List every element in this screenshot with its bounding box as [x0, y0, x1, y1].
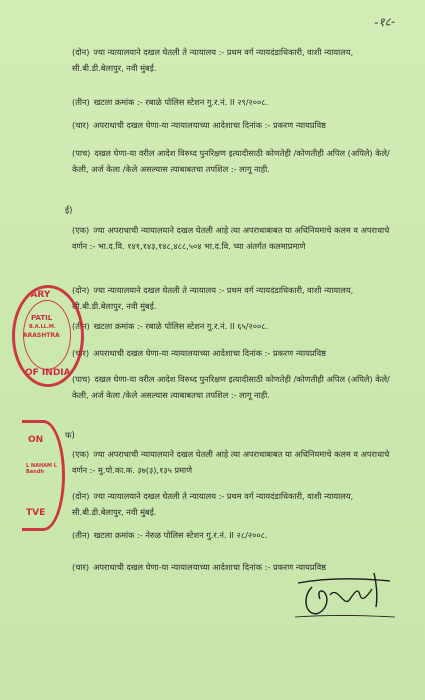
item-text: खटला क्रमांक :- रबाळे पोलिस स्टेशन गु.र.नं. II ६५/२००८.	[93, 321, 269, 331]
list-item	[72, 222, 402, 254]
item-text: ज्या न्यायालयाने दखल घेतली ते न्यायालय :- प्रथम वर्ग न्यायदंडाधिकारी, वाशी न्यायालय, सी.बी.डी.बेलापुर, नवी मुंबई.	[72, 47, 354, 73]
item-marker: (चार)	[72, 120, 90, 130]
item-text: खटला क्रमांक :- नेरुळ पोलिस स्टेशन गु.र.नं. II २८/२००८.	[93, 530, 268, 540]
list-item	[72, 117, 402, 133]
item-text: ज्या न्यायालयाने दखल घेतली ते न्यायालय :- प्रथम वर्ग न्यायदंडाधिकारी, वाशी न्यायालय, सी.बी.डी.बेलापुर, नवी मुंबई.	[72, 491, 354, 517]
item-marker: (चार)	[72, 348, 90, 358]
list-item	[72, 282, 402, 314]
item-text: दखल घेणा-या वरील आदेश विरुध्द पुनरिक्षण इत्यादीसाठी कोणतेही /कोणतीही अपिल (अपिले) केले/केली, अर्ज केला /केले असल्यास त्याबाबतचा तपशिल :- लागू नाही.	[72, 148, 390, 174]
item-marker: (दोन)	[72, 47, 90, 57]
item-marker: (तीन)	[72, 321, 90, 331]
signature	[290, 565, 400, 620]
item-text: अपराधाची दखल घेणा-या न्यायालयाच्या आदेशाचा दिनांक :- प्रकरण न्यायप्रविष्ठ	[93, 562, 326, 572]
section-label-e: ई)	[65, 205, 73, 215]
list-item	[72, 318, 402, 334]
item-marker: (तीन)	[72, 530, 90, 540]
partial-stamp	[22, 420, 65, 531]
item-text: अपराधाची दखल घेणा-या न्यायालयाच्या आदेशाचा दिनांक :- प्रकरण न्यायप्रविष्ठ	[93, 120, 326, 130]
stamp-text: ARASHTRA	[23, 332, 60, 339]
item-text: ज्या न्यायालयाने दखल घेतली ते न्यायालय :- प्रथम वर्ग न्यायदंडाधिकारी, वाशी न्यायालय, सी.बी.डी.बेलापुर, नवी मुंबई.	[72, 285, 354, 311]
item-marker: (दोन)	[72, 491, 90, 501]
list-item	[72, 527, 402, 543]
item-marker: (चार)	[72, 562, 90, 572]
list-item	[72, 371, 402, 403]
list-item	[72, 94, 402, 110]
item-marker: (एक)	[72, 449, 90, 459]
item-text: ज्या अपराधाची न्यायालयाने दखल घेतली आहे त्या अपराधाबाबत या अधिनियमाचे कलम व अपराधाचे वर्णन :- मु.पो.का.क. ३७(३),१३५ प्रमाणे	[72, 449, 390, 475]
notary-stamp	[12, 285, 84, 387]
item-text: अपराधाची दखल घेणा-या न्यायालयाच्या आदेशाचा दिनांक :- प्रकरण न्यायप्रविष्ठ	[93, 348, 326, 358]
item-marker: (दोन)	[72, 285, 90, 295]
stamp-text: TARY	[25, 290, 51, 300]
stamp-text: ON	[28, 435, 44, 445]
list-item	[72, 345, 402, 361]
list-item	[72, 145, 402, 177]
list-item	[72, 44, 402, 76]
list-item	[72, 488, 402, 520]
item-marker: (पाच)	[72, 374, 91, 384]
item-text: दखल घेणा-या वरील आदेश विरुध्द पुनरिक्षण इत्यादीसाठी कोणतेही /कोणतीही अपिल (अपिले) केले/केली, अर्ज केला /केले असल्यास त्याबाबतचा तपशिल :- लागू नाही.	[72, 374, 390, 400]
list-item	[72, 446, 402, 478]
section-label-f: फ)	[65, 430, 75, 440]
item-marker: (एक)	[72, 225, 90, 235]
item-text: खटला क्रमांक :- रबाळे पोलिस स्टेशन गु.र.नं. II २९/२००८.	[93, 97, 269, 107]
item-text: ज्या अपराधाची न्यायालयाने दखल घेतली आहे त्या अपराधाबाबत या अधिनियमाचे कलम व अपराधाचे वर्णन :- भा.द.वि. १४१,१४३,१४८,४८८,५०४ भा.द.वि. च्या अंतर्गत कलमाप्रमाणे	[72, 225, 390, 251]
item-marker: (तीन)	[72, 97, 90, 107]
stamp-text: B.A.LL.M.	[29, 324, 56, 330]
item-marker: (पाच)	[72, 148, 91, 158]
stamp-text: L NAHAM L Bandh	[26, 463, 57, 475]
stamp-text: OF INDIA	[25, 368, 71, 378]
page-number: -१८-	[373, 14, 396, 30]
stamp-text: PATIL	[31, 314, 53, 322]
stamp-text: TVE	[26, 508, 46, 518]
